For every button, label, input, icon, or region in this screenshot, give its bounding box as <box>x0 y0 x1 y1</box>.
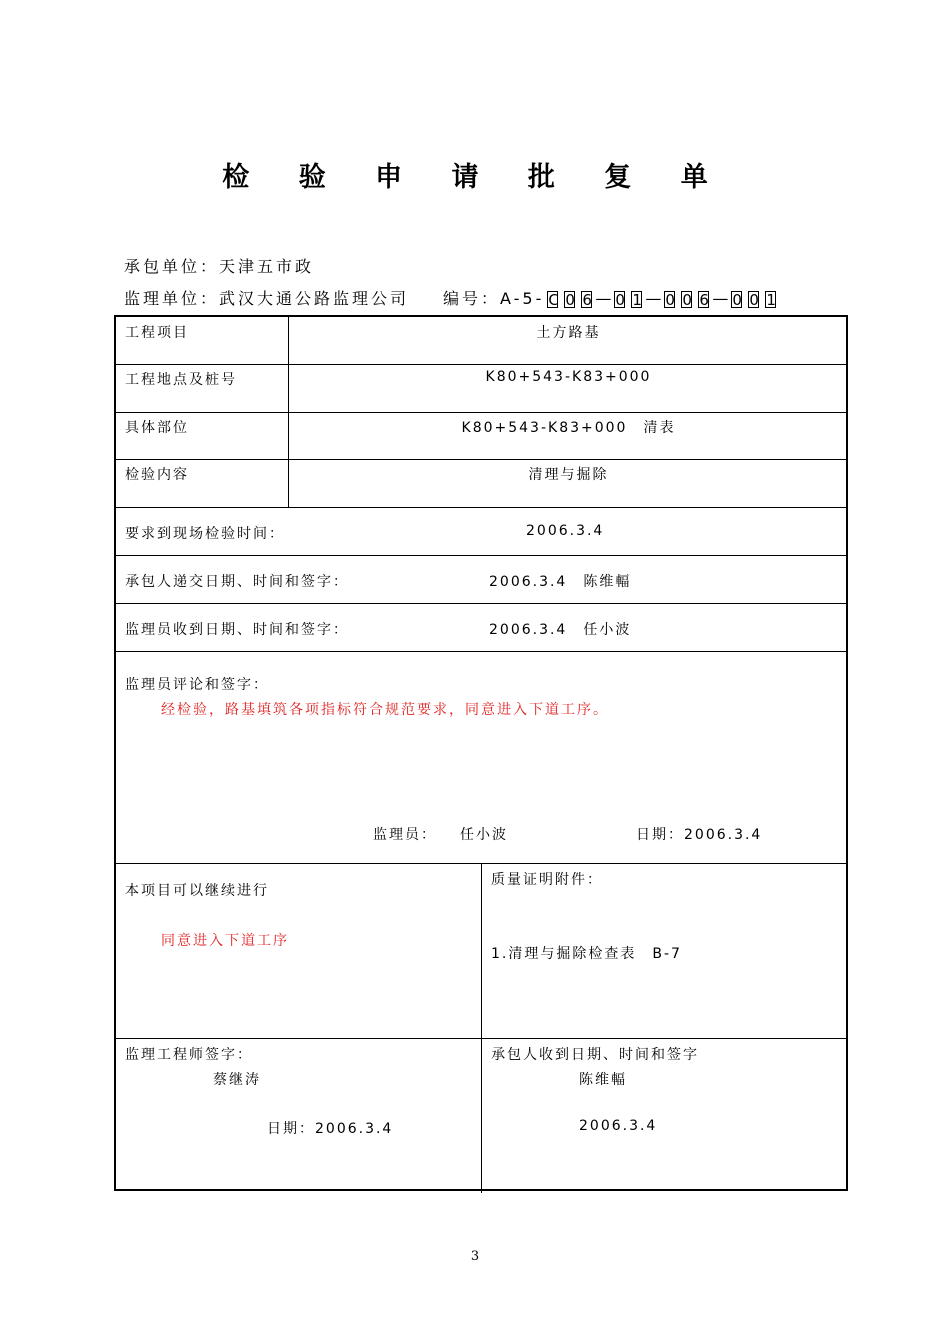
engineer-label: 监理工程师签字： <box>125 1047 253 1063</box>
contractor-line <box>124 254 314 277</box>
code-digit-box: 0 <box>565 291 575 309</box>
supervisor-label: 监理单位： <box>124 289 220 308</box>
location-label: 工程地点及桩号 <box>125 372 237 388</box>
code-dash: — <box>645 289 662 308</box>
inspector-name: 任小波 <box>460 827 508 843</box>
code-digit-box: 0 <box>615 291 625 309</box>
page-number: 3 <box>470 1249 480 1264</box>
received-value: 2006.3.4 任小波 <box>489 622 632 638</box>
request-time-label: 要求到现场检验时间： <box>125 526 285 542</box>
code-digit-box: 0 <box>665 291 675 309</box>
form-table <box>114 315 848 1191</box>
document-title: 检 验 申 请 批 复 单 <box>222 162 728 193</box>
comments-date: 日期：2006.3.4 <box>636 827 763 843</box>
code-digits <box>544 289 779 308</box>
project-label: 工程项目 <box>125 325 189 341</box>
code-digit-box: 0 <box>682 291 692 309</box>
comments-text: 经检验，路基填筑各项指标符合规范要求，同意进入下道工序。 <box>161 702 609 718</box>
inspector-label: 监理员： <box>373 827 437 843</box>
attachments-label: 质量证明附件： <box>491 872 603 888</box>
code-label: 编号：A-5- <box>443 289 545 308</box>
contractor-receipt-date: 2006.3.4 <box>579 1118 658 1134</box>
submit-label: 承包人递交日期、时间和签字： <box>125 574 349 590</box>
received-label: 监理员收到日期、时间和签字： <box>125 622 349 638</box>
continue-text: 同意进入下道工序 <box>161 933 289 949</box>
code-digit-box: 1 <box>632 291 642 309</box>
supervisor-name: 武汉大通公路监理公司 <box>219 289 410 308</box>
code-digit-box: 6 <box>699 291 709 309</box>
code-digit-box: 0 <box>749 291 759 309</box>
content-value: 清理与掘除 <box>528 467 609 483</box>
supervisor-line <box>124 286 779 309</box>
contractor-receipt-label: 承包人收到日期、时间和签字 <box>491 1047 699 1063</box>
comments-label: 监理员评论和签字： <box>125 677 269 693</box>
project-value: 土方路基 <box>536 325 601 341</box>
attachment-item: 1.清理与掘除检查表 B-7 <box>491 946 682 962</box>
code-digit-box: 6 <box>582 291 592 309</box>
code-dash: — <box>712 289 729 308</box>
code-digit-box: 1 <box>766 291 776 309</box>
part-value: K80+543-K83+000 清表 <box>461 420 676 436</box>
request-time-value: 2006.3.4 <box>526 523 605 539</box>
contractor-receipt-name: 陈维輻 <box>579 1072 627 1088</box>
continue-label: 本项目可以继续进行 <box>125 883 269 899</box>
contractor-name: 天津五市政 <box>219 257 315 276</box>
code-digit-box: 0 <box>732 291 742 309</box>
location-value: K80+543-K83+000 <box>485 369 652 385</box>
content-label: 检验内容 <box>125 467 189 483</box>
engineer-date: 日期：2006.3.4 <box>267 1121 394 1137</box>
contractor-label: 承包单位： <box>124 257 220 276</box>
part-label: 具体部位 <box>125 420 189 436</box>
code-dash: — <box>595 289 612 308</box>
submit-value: 2006.3.4 陈维輻 <box>489 574 632 590</box>
engineer-name: 蔡继涛 <box>213 1072 261 1088</box>
code-digit-box: C <box>548 291 559 309</box>
